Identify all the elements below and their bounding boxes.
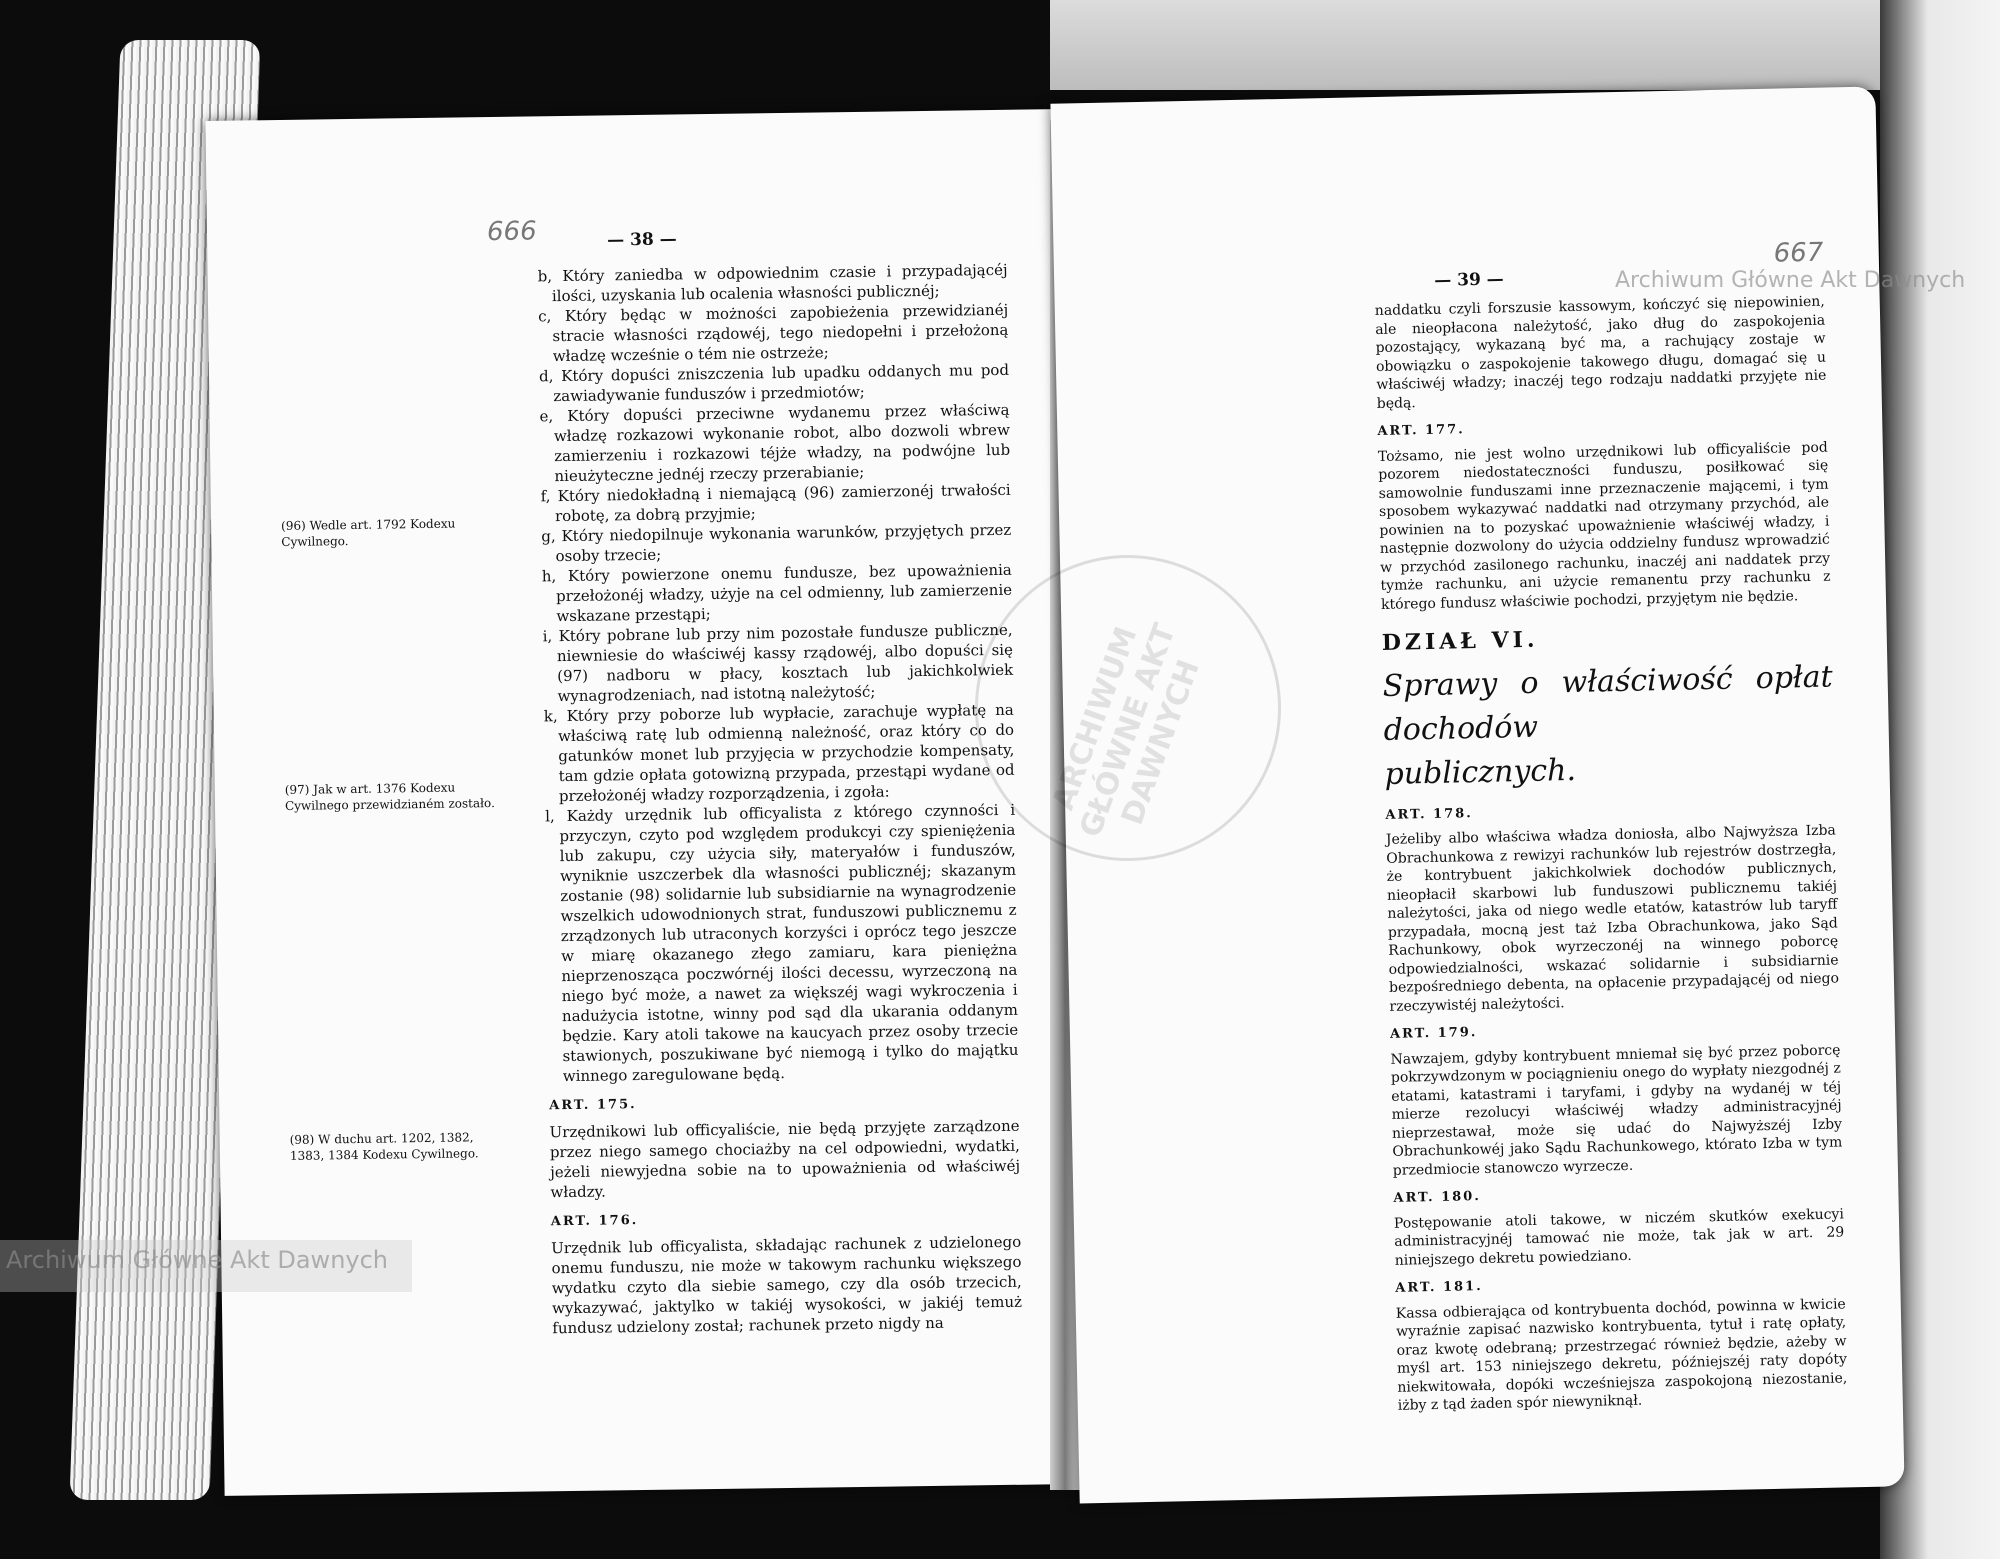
footnote-96: (96) Wedle art. 1792 Kodexu Cywilnego.: [281, 516, 456, 549]
left-page-number: — 38 —: [607, 229, 677, 251]
art-180-heading: ART. 180.: [1393, 1189, 1481, 1206]
list-item-c: c, Który będąc w możności zapobieżenia przewidzianéj stracie własności rządowéj, tego niedopełni i przełożoną władzę wcześnie o tém nie ostrzeże;: [538, 300, 1009, 366]
right-text-column: [1375, 293, 1848, 1416]
art-181-heading: ART. 181.: [1395, 1279, 1483, 1296]
art-176-text: Urzędnik lub officyalista, składając rachunek z udzielonego onemu funduszu, nie może w takowym rachunku większego wydatku czyto dla siebie samego, czy dla osób trzecich, wykazywać, jaktylko w takiéj wysokości, w jakiéj temuż fundusz udzielony został; rachunek przeto nigdy na: [551, 1232, 1023, 1338]
right-page-number: — 39 —: [1434, 269, 1504, 291]
section-title-line1: Sprawy o właściwość opłat dochodów: [1382, 659, 1833, 748]
list-item-i: i, Który pobrane lub przy nim pozostałe fundusze publiczne, niewniesie do właściwéj kassy rządowéj, albo dopuści się (97) nadboru w płacy, kosztach lub jakichkolwiek wynagrodzeniach, nad istotną należytość;: [542, 620, 1014, 706]
list-item-d: d, Który dopuści zniszczenia lub upadku oddanych mu pod zawiadywanie funduszów i przedmiotów;: [538, 360, 1010, 406]
section-heading: DZIAŁ VI.: [1381, 626, 1539, 656]
footnote-97: (97) Jak w art. 1376 Kodexu Cywilnego przewidzianém zostało.: [284, 780, 495, 813]
archive-stamp-text: ARCHIWUM GŁÓWNE AKT DAWNYCH: [1045, 619, 1207, 842]
list-item-k: k, Który przy poborze lub wypłacie, zarachuje wypłatę na właściwą ratę lub odmienną należność, oraz który co do gatunków monet lub przyjęcia w przychodzie kompensaty, tam gdzie opłata gotowizną przypada, przestąpi wydane od przełożonéj władzy rozporządzenia, i zgoła:: [543, 700, 1015, 806]
art-175-text: Urzędnikowi lub officyaliście, nie będą przyjęte zarządzone przez niego samego chociażby na cel odpowiedni, wydatki, jeżeli niewyjednа sobie na to upoważnienia od właściwéj władzy.: [549, 1116, 1021, 1202]
list-item-h: h, Który powierzone onemu fundusze, bez upoważnienia przełożonéj władzy, użyje na cel odmienny, lub zamierzenie wskazane przestąpi;: [541, 560, 1013, 626]
watermark-left: Archiwum Główne Akt Dawnych: [0, 1240, 412, 1292]
art-177-text: Tożsamo, nie jest wolno urzędnikowi lub officyaliście pod pozorem niedostateczności funduszu, posiłkować się samowolnie funduszami inne przeznaczenie mającemi, i tym sposobem wykazywać naddatki nad otrzymany przychód, ale powinien na to pozyskać upoważnienie właściwéj władzy, i następnie dozwolony do użycia oddzielny fundusz wprowadzić w przychód zasilonego rachunku, inaczéj ani naddatek przy tymże rachunku, ani użycie remanentu przy rachunku z którego fundusz właściwie pochodzi, przyjętym nie będzie.: [1377, 439, 1831, 613]
art-179-text: Nawzajem, gdyby kontrybuent mniemał się być przez poborcę pokrzywdzonym w pociągnieniu onego do wypłaty niezgodnéj z etatami, katastrami i taryfami, i gdyby na wydanéj w téj mierze rezolucyi właściwéj władzy administracyjnéj nieprzestawał, może się udać do Najwyższéj Izby Obrachunkowéj jako Sądu Rachunkowego, któratо Izba w tym przedmiocie stanowczo wyrzecze.: [1390, 1041, 1843, 1179]
art-180-text: Postępowanie atoli takowe, w niczém skutków exekucyi administracyjnéj tamować nie może, tak jak w art. 29 niniejszego dekretu powiedziano.: [1393, 1205, 1845, 1269]
art-178-heading: ART. 178.: [1385, 805, 1473, 823]
list-item-l: l, Każdy urzędnik lub officyalista z którego czynności i przyczyn, czyto pod względem produkcyi czy spieniężenia lub zakupu, czy użycia siły, materyałów i funduszów, wyniknie uszczerbek dla własności publicznéj; skazanym zostanie (98) solidarnie lub subsidiarnie na wynagrodzenie wszelkich udowodnionych strat, funduszowi publicznemu z zrządzonych lub utraconych korzyści i oprócz tego jeszcze w miarę okazanego złego zamiaru, kara pieniężna nieprzenosząca poczwórnéj ilości decessu, wyrzeczoną na niego być może, a nawet za większéj wagi wykroczenia i nadużycia istotne, winny pod sąd dla ukarania oddanym będzie. Kary atoli takowe na kaucyach przez osoby trzecie stawionych, poszukiwane być niemogą i tylko do majątku winnego zaregulowane będą.: [545, 800, 1019, 1086]
footnote-98: (98) W duchu art. 1202, 1382, 1383, 1384 Kodexu Cywilnego.: [289, 1130, 479, 1163]
art-176-heading: ART. 176.: [550, 1213, 639, 1230]
left-folio-handwritten: 666: [486, 216, 537, 248]
watermark-right: Archiwum Główne Akt Dawnych: [1615, 268, 1966, 293]
art-178-text: Jeżeliby albo właściwa władza doniosła, albo Najwyższa Izba Obrachunkowa z rewizyi rachunków lub rejestrów dostrzegła, że kontrybuent jakichkolwiek dochodów publicznych, nieopłacił skarbowi lub funduszowi publicznemu takiéj należytości, jaka od niego wedle etatów, katastrów lub taryff przypadała, mocną jest taż Izba Obrachunkowa, jako Sąd Rachunkowy, obok wyrzeczonéj na winnego poborcę odpowiedzialności, wskazać solidarnie i subsidiarnie bezpośredniego debenta, na opłacenie przypadającéj od niego rzeczywistéj należytości.: [1385, 822, 1840, 1015]
archive-stamp: [975, 555, 1281, 861]
list-item-g: g, Który niedopilnuje wykonania warunków, przyjętych przez osoby trzecie;: [541, 520, 1012, 566]
background-top: [1050, 0, 2000, 90]
art-179-heading: ART. 179.: [1389, 1025, 1478, 1042]
right-folio-handwritten: 667: [1773, 237, 1824, 269]
list-item-b: b, Który zaniedba w odpowiednim czasie i przypadającéj ilości, uzyskania lub ocalenia własności publicznéj;: [537, 260, 1008, 306]
section-title-line2: publicznych.: [1384, 752, 1577, 792]
art-177-heading: ART. 177.: [1377, 422, 1465, 440]
art-175-heading: ART. 175.: [549, 1097, 637, 1114]
left-text-column: [538, 260, 1023, 1338]
list-item-e: e, Który dopuści przeciwne wydanemu przez właściwą władzę rozkazowi wykonanie robot, albo dozwoli wbrew zamierzeniu i rozkazowi téjże władzy, na podwójne lub nieużyteczne jednéj rzeczy przerabianie;: [539, 400, 1011, 486]
intro-text: naddatku czyli forszusie kassowym, kończyć się niepowinien, ale nieopłacona należytość, jako dług do zaspokojenia pozostający, wykazaną być ma, a rachujący zostaje w obowiązku o zaspokojenie takowego długu, domagać się u właściwéj władzy; inaczéj tego rodzaju naddatki przyjęte nie będą.: [1374, 293, 1827, 412]
art-181-text: Kassa odbierająca od kontrybuenta dochód, powinna w kwicie wyraźnie zapisać nazwisko kontrybuenta, tytuł i ratę opłaty, oraz kwotę odebraną; przestrzegać również będzie, ażeby w myśl art. 153 niniejszego dekretu, późniejszéj raty dopóty niekwitowała, dopóki wcześniejsza zaspokojoną niezostanie, iżby z tąd żaden spór niewyniknął.: [1395, 1295, 1848, 1414]
list-item-f: f, Który niedokładną i niemającą (96) zamierzonéj trwałości robotę, za dobrą przyjmie;: [540, 480, 1011, 526]
